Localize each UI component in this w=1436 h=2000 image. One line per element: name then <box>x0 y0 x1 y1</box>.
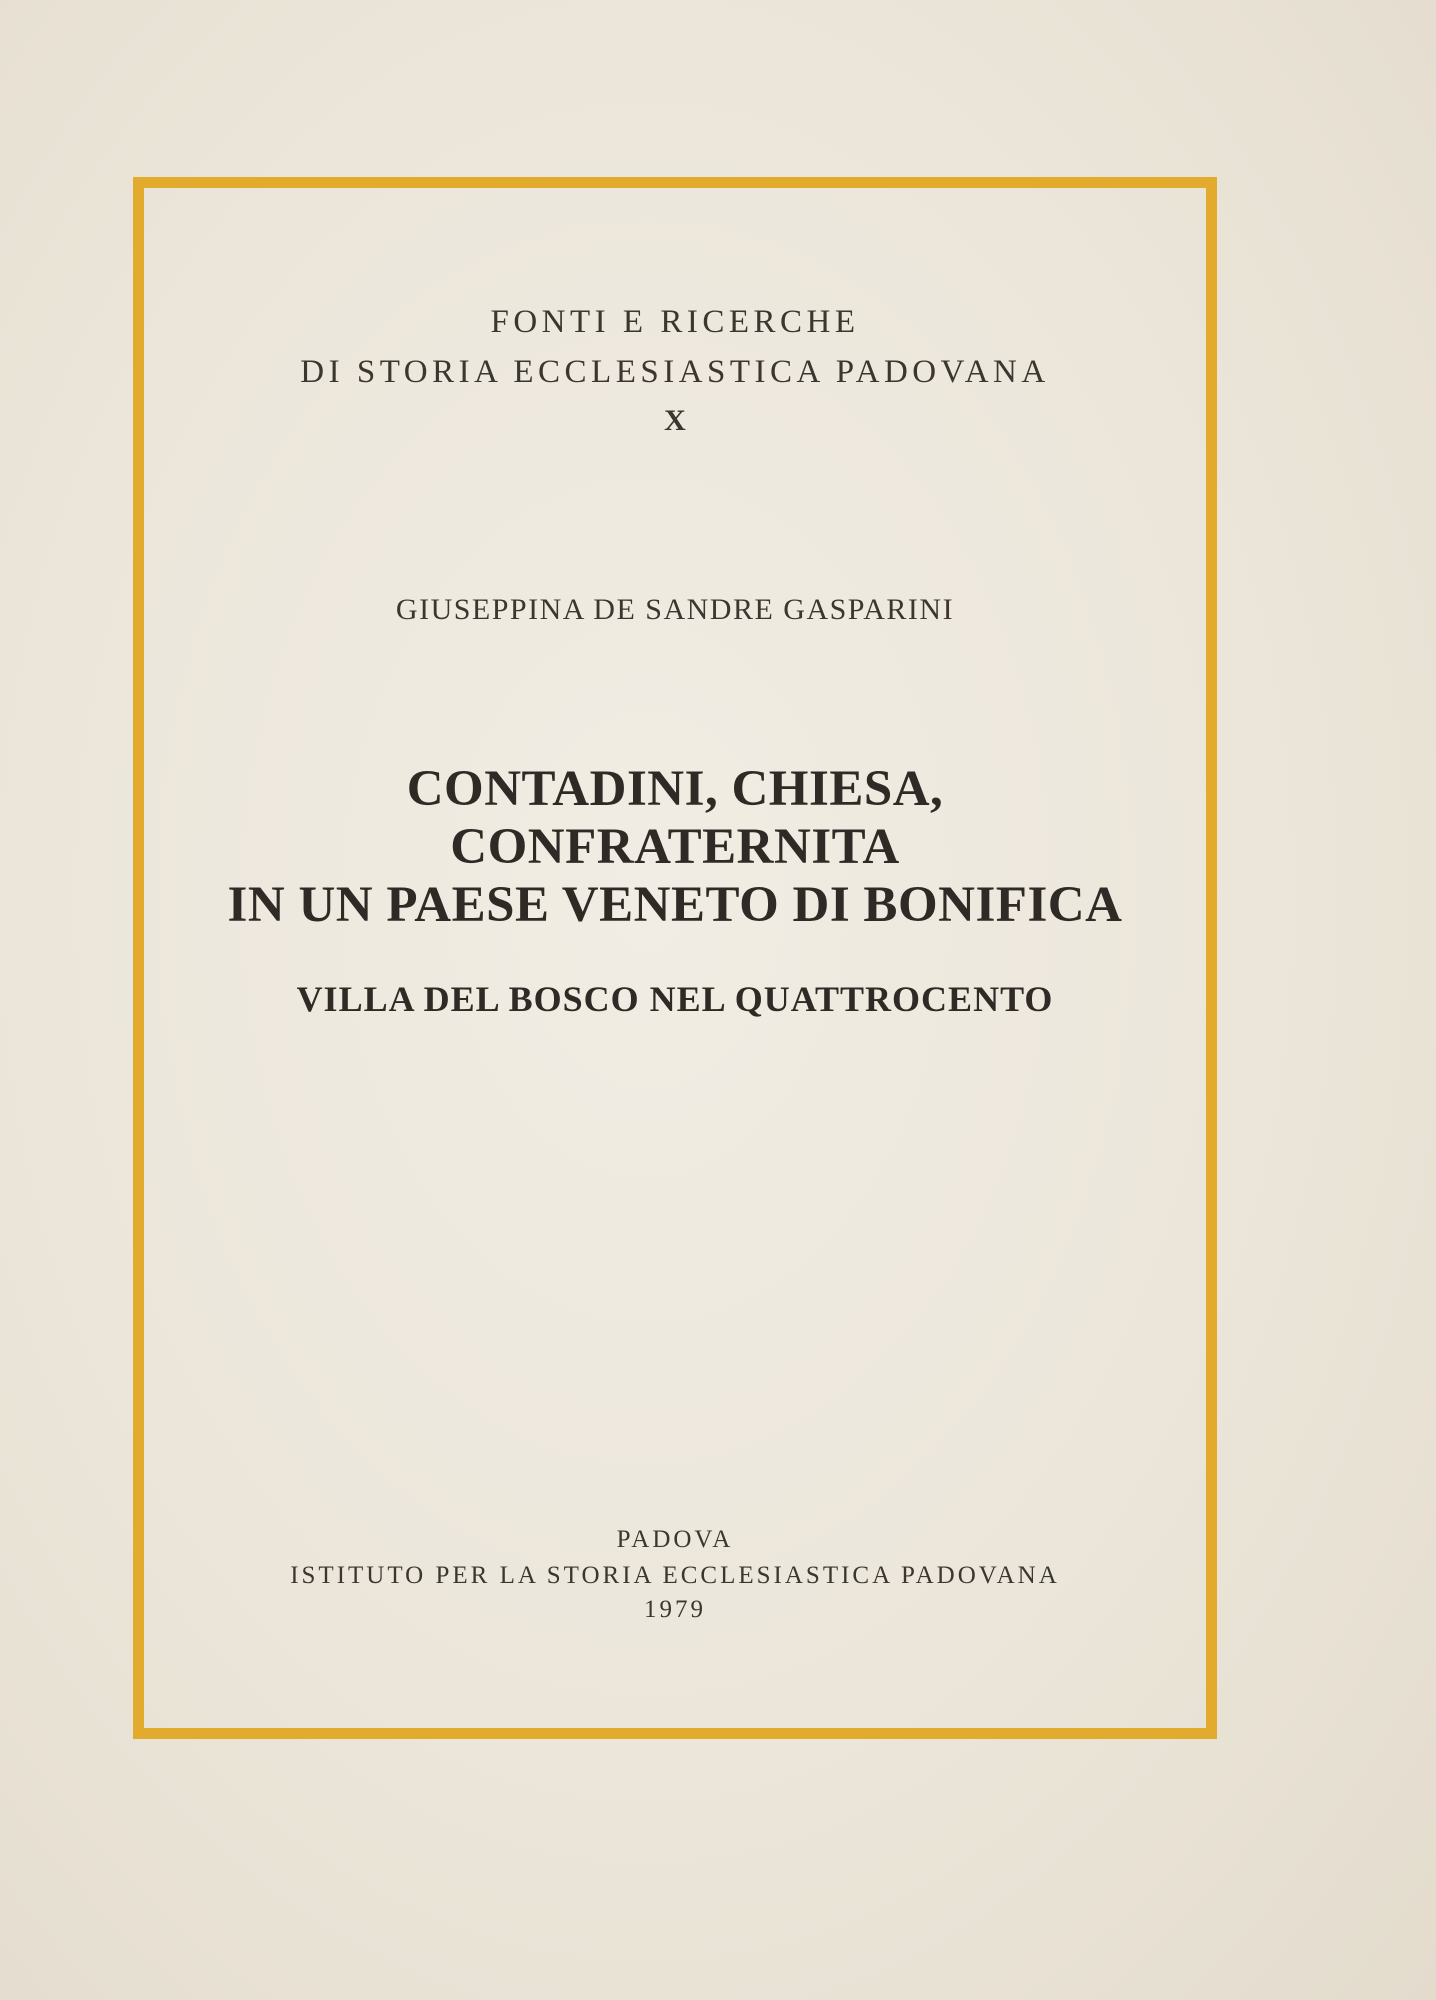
book-subtitle: VILLA DEL BOSCO NEL QUATTROCENTO <box>296 979 1054 1019</box>
author-name: GIUSEPPINA DE SANDRE GASPARINI <box>395 593 955 626</box>
series-title-line1: FONTI E RICERCHE <box>490 304 860 340</box>
imprint-publisher: ISTITUTO PER LA STORIA ECCLESIASTICA PADOVANA <box>290 1562 1060 1589</box>
book-title-line3: IN UN PAESE VENETO DI BONIFICA <box>227 877 1123 933</box>
book-title-line2: CONFRATERNITA <box>450 819 900 875</box>
decorative-border-frame <box>133 177 1217 1739</box>
imprint-city: PADOVA <box>616 1526 734 1553</box>
imprint-year: 1979 <box>644 1596 706 1623</box>
series-title-line2: DI STORIA ECCLESIASTICA PADOVANA <box>300 354 1050 390</box>
frame-content <box>144 188 1206 1728</box>
series-volume-number: X <box>664 404 686 437</box>
book-title-line1: CONTADINI, CHIESA, <box>406 761 944 817</box>
